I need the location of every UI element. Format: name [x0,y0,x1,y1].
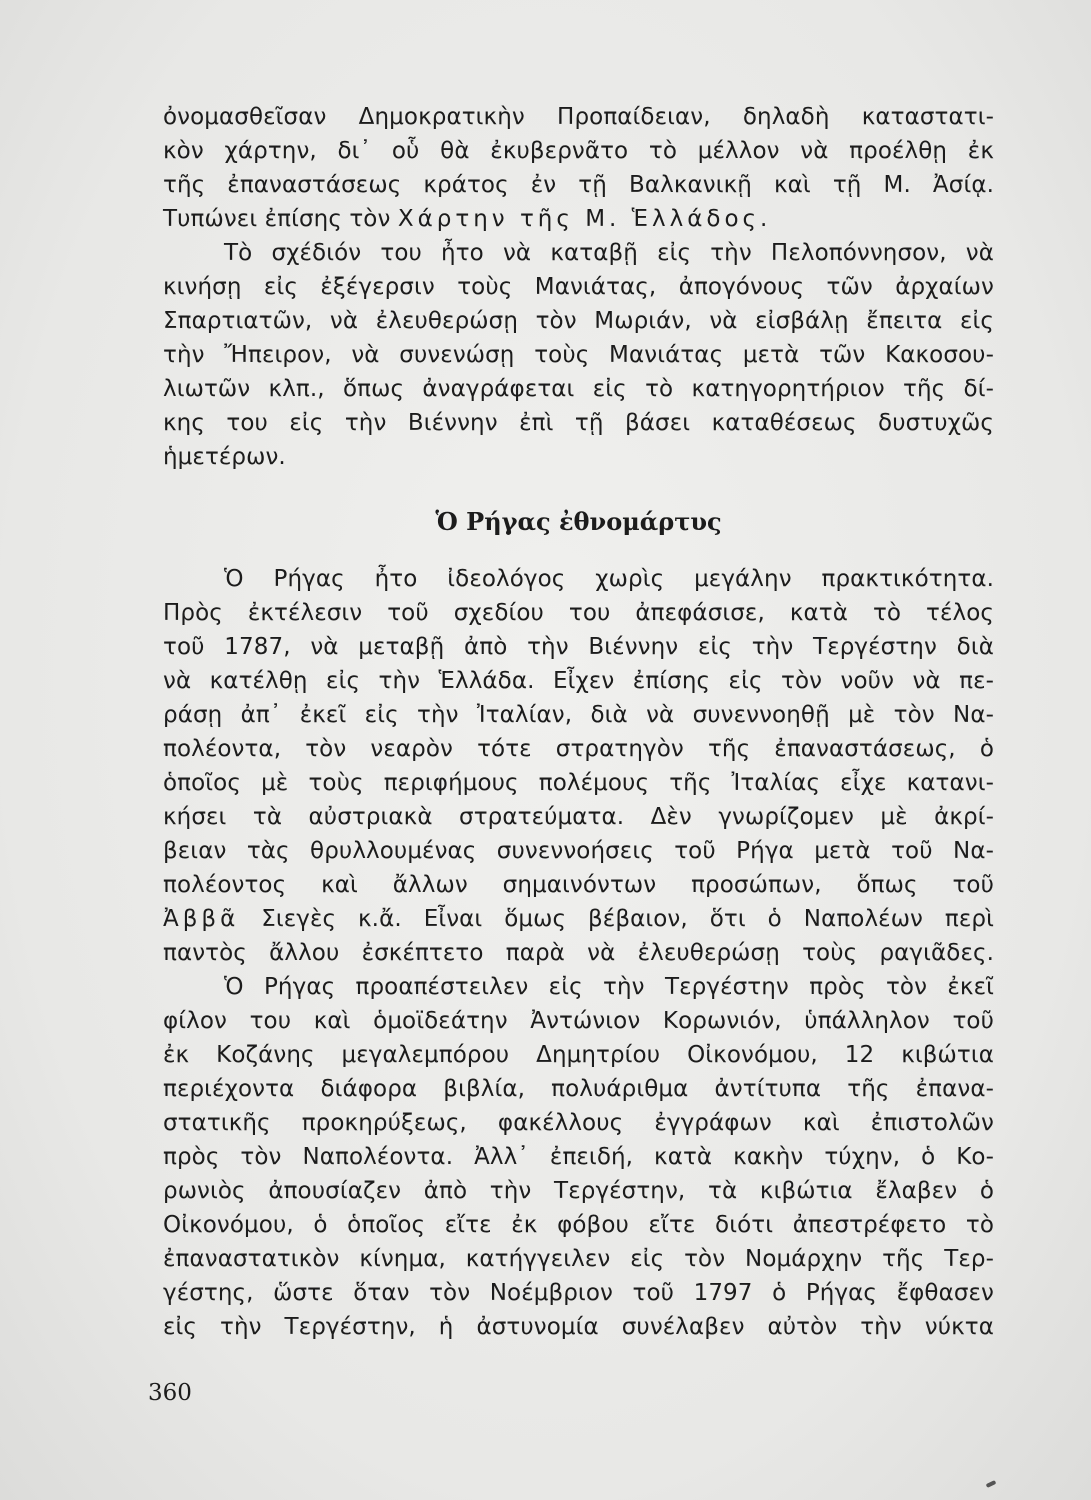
text-line: κὸν χάρτην, δι᾽ οὗ θὰ ἐκυβερνᾶτο τὸ μέλλον νὰ προέλθῃ ἐκ [163,138,994,164]
text-line: κης του εἰς τὴν Βιέννην ἐπὶ τῇ βάσει καταθέσεως δυστυχῶς [163,410,994,436]
text-line: πολέοντα, τὸν νεαρὸν τότε στρατηγὸν τῆς ἐπαναστάσεως, ὁ [163,736,994,762]
text-line: τῆς ἐπαναστάσεως κράτος ἐν τῇ Βαλκανικῇ καὶ τῇ Μ. Ἀσίᾳ. [163,172,994,198]
text-line: κήσει τὰ αὐστριακὰ στρατεύματα. Δὲν γνωρίζομεν μὲ ἀκρί- [163,804,994,830]
text-line: Πρὸς ἐκτέλεσιν τοῦ σχεδίου του ἀπεφάσισε, κατὰ τὸ τέλος [163,600,994,626]
text-line: ὀνομασθεῖσαν Δημοκρατικὴν Προπαίδειαν, δηλαδὴ καταστατι- [163,104,994,130]
text-line: Τὸ σχέδιόν του ἦτο νὰ καταβῇ εἰς τὴν Πελοπόννησον, νὰ [224,240,994,266]
scan-speck [986,1480,997,1488]
text-fragment: Σιεγὲς κ.ἄ. Εἶναι ὅμως βέβαιον, ὅτι ὁ Ναπολέων περὶ [261,906,994,932]
text-line: γέστης, ὥστε ὅταν τὸν Νοέμβριον τοῦ 1797 ὁ Ρήγας ἔφθασεν [163,1280,994,1306]
text-line: ἐκ Κοζάνης μεγαλεμπόρου Δημητρίου Οἰκονόμου, 12 κιβώτια [163,1042,994,1068]
text-line: πρὸς τὸν Ναπολέοντα. Ἀλλ᾽ ἐπειδή, κατὰ κακὴν τύχην, ὁ Κο- [163,1144,994,1170]
text-line: κινήσῃ εἰς ἐξέγερσιν τοὺς Μανιάτας, ἀπογόνους τῶν ἀρχαίων [163,274,994,300]
text-line [163,902,994,936]
text-line: ρωνιὸς ἀπουσίαζεν ἀπὸ τὴν Τεργέστην, τὰ κιβώτια ἔλαβεν ὁ [163,1178,994,1204]
text-line: ἡμετέρων. [163,444,286,470]
page-number: 360 [148,1380,192,1406]
text-line: νὰ κατέλθῃ εἰς τὴν Ἑλλάδα. Εἶχεν ἐπίσης εἰς τὸν νοῦν νὰ πε- [163,668,994,694]
text-line [163,202,994,236]
text-line: βειαν τὰς θρυλλουμένας συνεννοήσεις τοῦ Ρήγα μετὰ τοῦ Να- [163,838,994,864]
text-line: Σπαρτιατῶν, νὰ ἐλευθερώσῃ τὸν Μωριάν, νὰ εἰσβάλῃ ἔπειτα εἰς [163,308,994,334]
text-line: εἰς τὴν Τεργέστην, ἡ ἀστυνομία συνέλαβεν αὐτὸν τὴν νύκτα [163,1314,994,1340]
spaced-title-text: Χάρτην τῆς Μ. Ἑλλάδος. [397,206,772,232]
text-line: Ὁ Ρήγας ἦτο ἰδεολόγος χωρὶς μεγάλην πρακτικότητα. [224,566,994,592]
text-line: περιέχοντα διάφορα βιβλία, πολυάριθμα ἀντίτυπα τῆς ἐπανα- [163,1076,994,1102]
text-line: τοῦ 1787, νὰ μεταβῇ ἀπὸ τὴν Βιέννην εἰς τὴν Τεργέστην διὰ [163,634,994,660]
text-line: ὁποῖος μὲ τοὺς περιφήμους πολέμους τῆς Ἰταλίας εἶχε κατανι- [163,770,994,796]
section-heading: Ὁ Ρήγας ἐθνομάρτυς [435,507,722,536]
text-line: παντὸς ἄλλου ἐσκέπτετο παρὰ νὰ ἐλευθερώσῃ τοὺς ραγιᾶδες. [163,940,994,966]
text-line: τὴν Ἤπειρον, νὰ συνενώσῃ τοὺς Μανιάτας μετὰ τῶν Κακοσου- [163,342,994,368]
text-line: Οἰκονόμου, ὁ ὁποῖος εἴτε ἐκ φόβου εἴτε διότι ἀπεστρέφετο τὸ [163,1212,994,1238]
text-line: στατικῆς προκηρύξεως, φακέλλους ἐγγράφων καὶ ἐπιστολῶν [163,1110,994,1136]
text-line: Ὁ Ρήγας προαπέστειλεν εἰς τὴν Τεργέστην πρὸς τὸν ἐκεῖ [224,974,994,1000]
spaced-name-text: Ἀββᾶ [163,906,240,932]
text-line: ράσῃ ἀπ᾽ ἐκεῖ εἰς τὴν Ἰταλίαν, διὰ νὰ συνεννοηθῇ μὲ τὸν Να- [163,702,994,728]
text-fragment: Τυπώνει ἐπίσης τὸν [163,206,391,232]
text-line: πολέοντος καὶ ἄλλων σημαινόντων προσώπων, ὅπως τοῦ [163,872,994,898]
text-line: ἐπαναστατικὸν κίνημα, κατήγγειλεν εἰς τὸν Νομάρχην τῆς Τερ- [163,1246,994,1272]
text-line: λιωτῶν κλπ., ὅπως ἀναγράφεται εἰς τὸ κατηγορητήριον τῆς δί- [163,376,994,402]
text-line: φίλον του καὶ ὁμοϊδεάτην Ἀντώνιον Κορωνιόν, ὑπάλληλον τοῦ [163,1008,994,1034]
